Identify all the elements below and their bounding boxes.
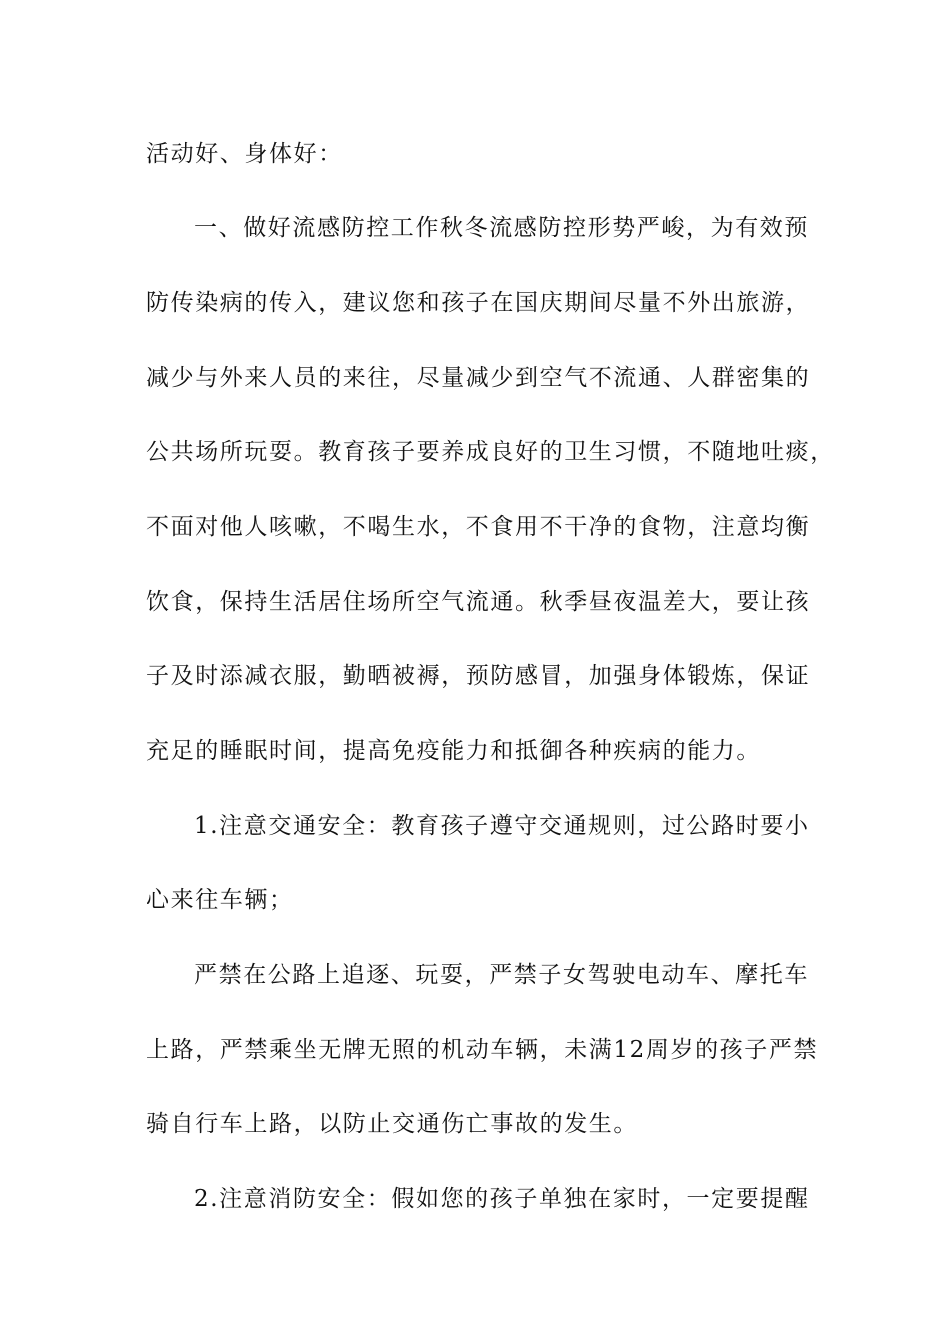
text-line: 上路，严禁乘坐无牌无照的机动车辆，未满12周岁的孩子严禁 [146,1037,819,1063]
text-line: 公共场所玩耍。教育孩子要养成良好的卫生习惯，不随地吐痰， [146,439,835,465]
text-line: 饮食，保持生活居住场所空气流通。秋季昼夜温差大，要让孩 [146,589,811,615]
text-line: 不面对他人咳嗽，不喝生水，不食用不干净的食物，注意均衡 [146,514,811,540]
text-line: 减少与外来人员的来往，尽量减少到空气不流通、人群密集的 [146,365,811,391]
text-line: 心来往车辆； [146,887,294,913]
text-line: 充足的睡眠时间，提高免疫能力和抵御各种疾病的能力。 [146,738,761,764]
paragraph-traffic-rules: 严禁在公路上追逐、玩耍，严禁子女驾驶电动车、摩托车 [194,962,809,988]
text-line: 防传染病的传入，建议您和孩子在国庆期间尽量不外出旅游， [146,290,811,316]
paragraph-flu-prevention: 一、做好流感防控工作秋冬流感防控形势严峻，为有效预 [194,215,809,241]
text-line: 活动好、身体好： [146,141,343,167]
text-line: 骑自行车上路，以防止交通伤亡事故的发生。 [146,1111,638,1137]
text-line: 子及时添减衣服，勤晒被褥，预防感冒，加强身体锻炼，保证 [146,663,811,689]
paragraph-traffic-safety: 1.注意交通安全：教育孩子遵守交通规则，过公路时要小 [194,813,810,839]
paragraph-fire-safety: 2.注意消防安全：假如您的孩子单独在家时，一定要提醒 [194,1186,810,1212]
